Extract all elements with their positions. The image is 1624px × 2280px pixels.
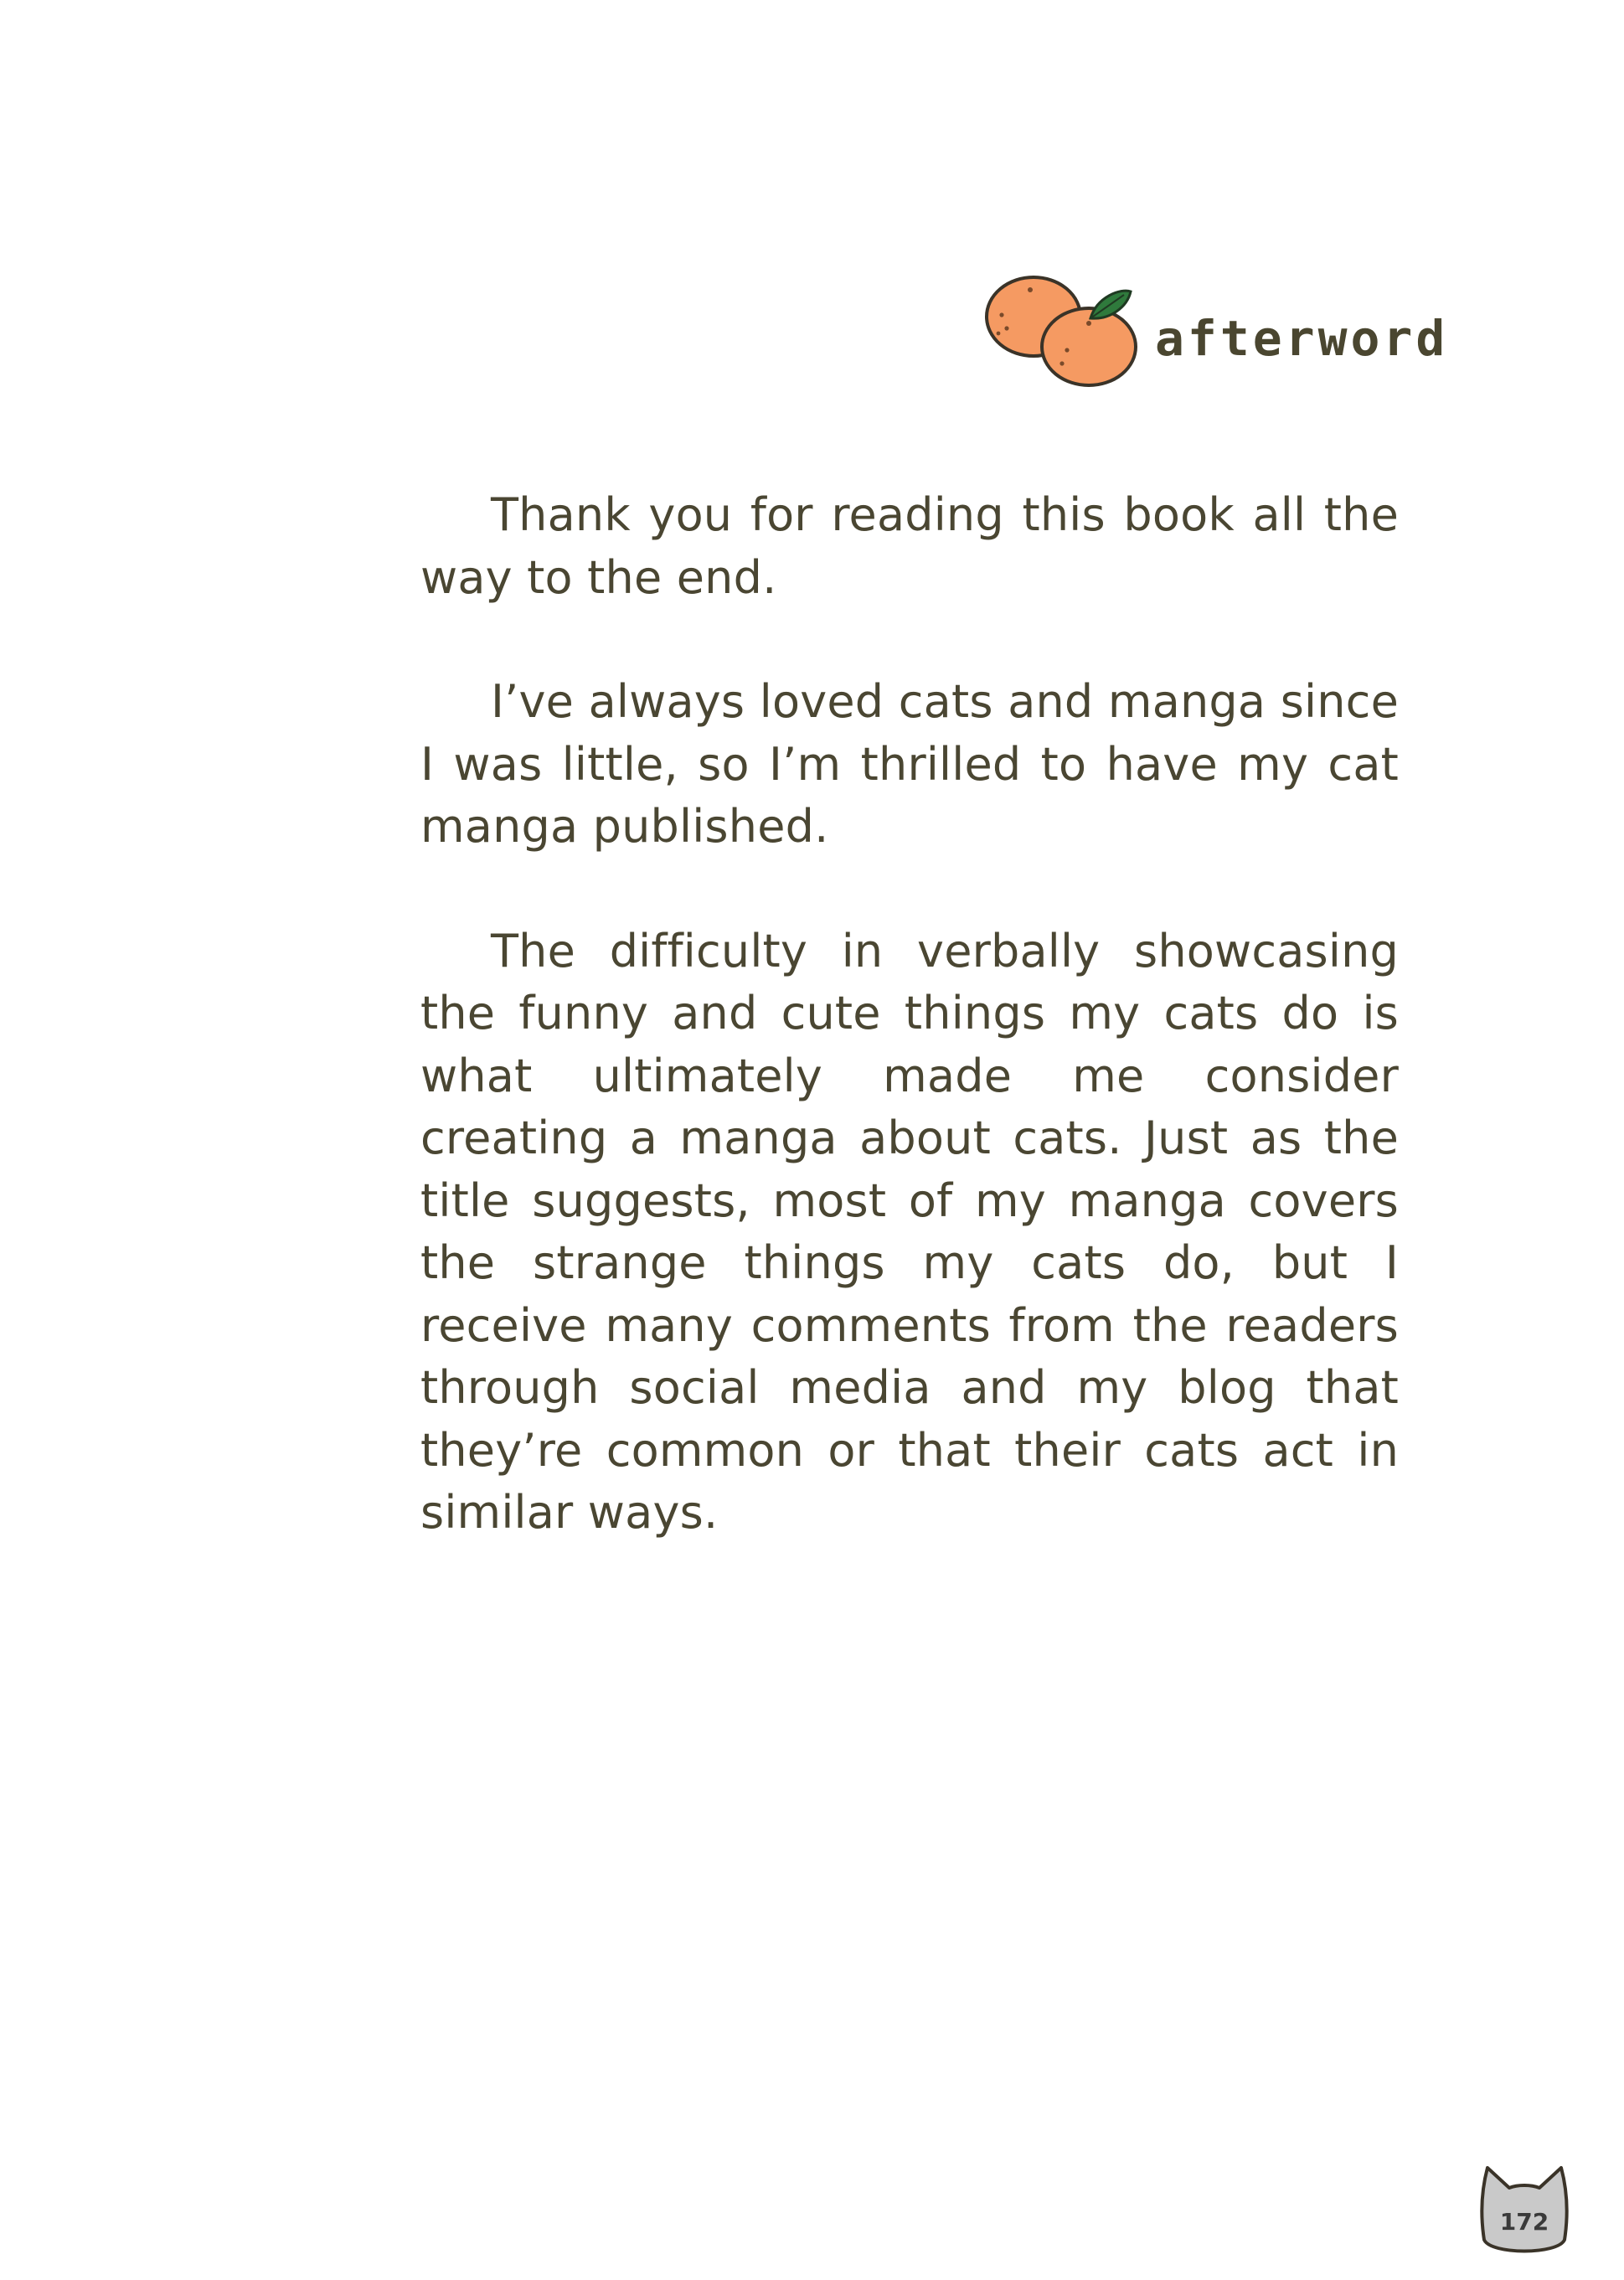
afterword-body bbox=[420, 484, 1399, 1607]
page-number: 172 bbox=[1499, 2208, 1549, 2236]
section-heading bbox=[980, 270, 1449, 395]
section-title: afterword bbox=[1155, 310, 1449, 367]
paragraph-why-manga: The difficulty in verbally showcasing the funny and cute things my cats do is what ultimately made me consider creating a manga about cats. Just as the title suggests, most of my manga covers the strange things my cats do, but I receive many comments from the readers through social media and my blog that they’re common or that their cats act in similar ways. bbox=[420, 924, 1399, 1539]
paragraph-thanks: Thank you for reading this book all the way to the end. bbox=[420, 488, 1399, 604]
mandarin-oranges-icon bbox=[980, 270, 1147, 395]
paragraph-love-of-cats: I’ve always loved cats and manga since I was little, so I’m thrilled to have my cat manga published. bbox=[420, 675, 1399, 853]
page-number-badge bbox=[1474, 2159, 1575, 2260]
